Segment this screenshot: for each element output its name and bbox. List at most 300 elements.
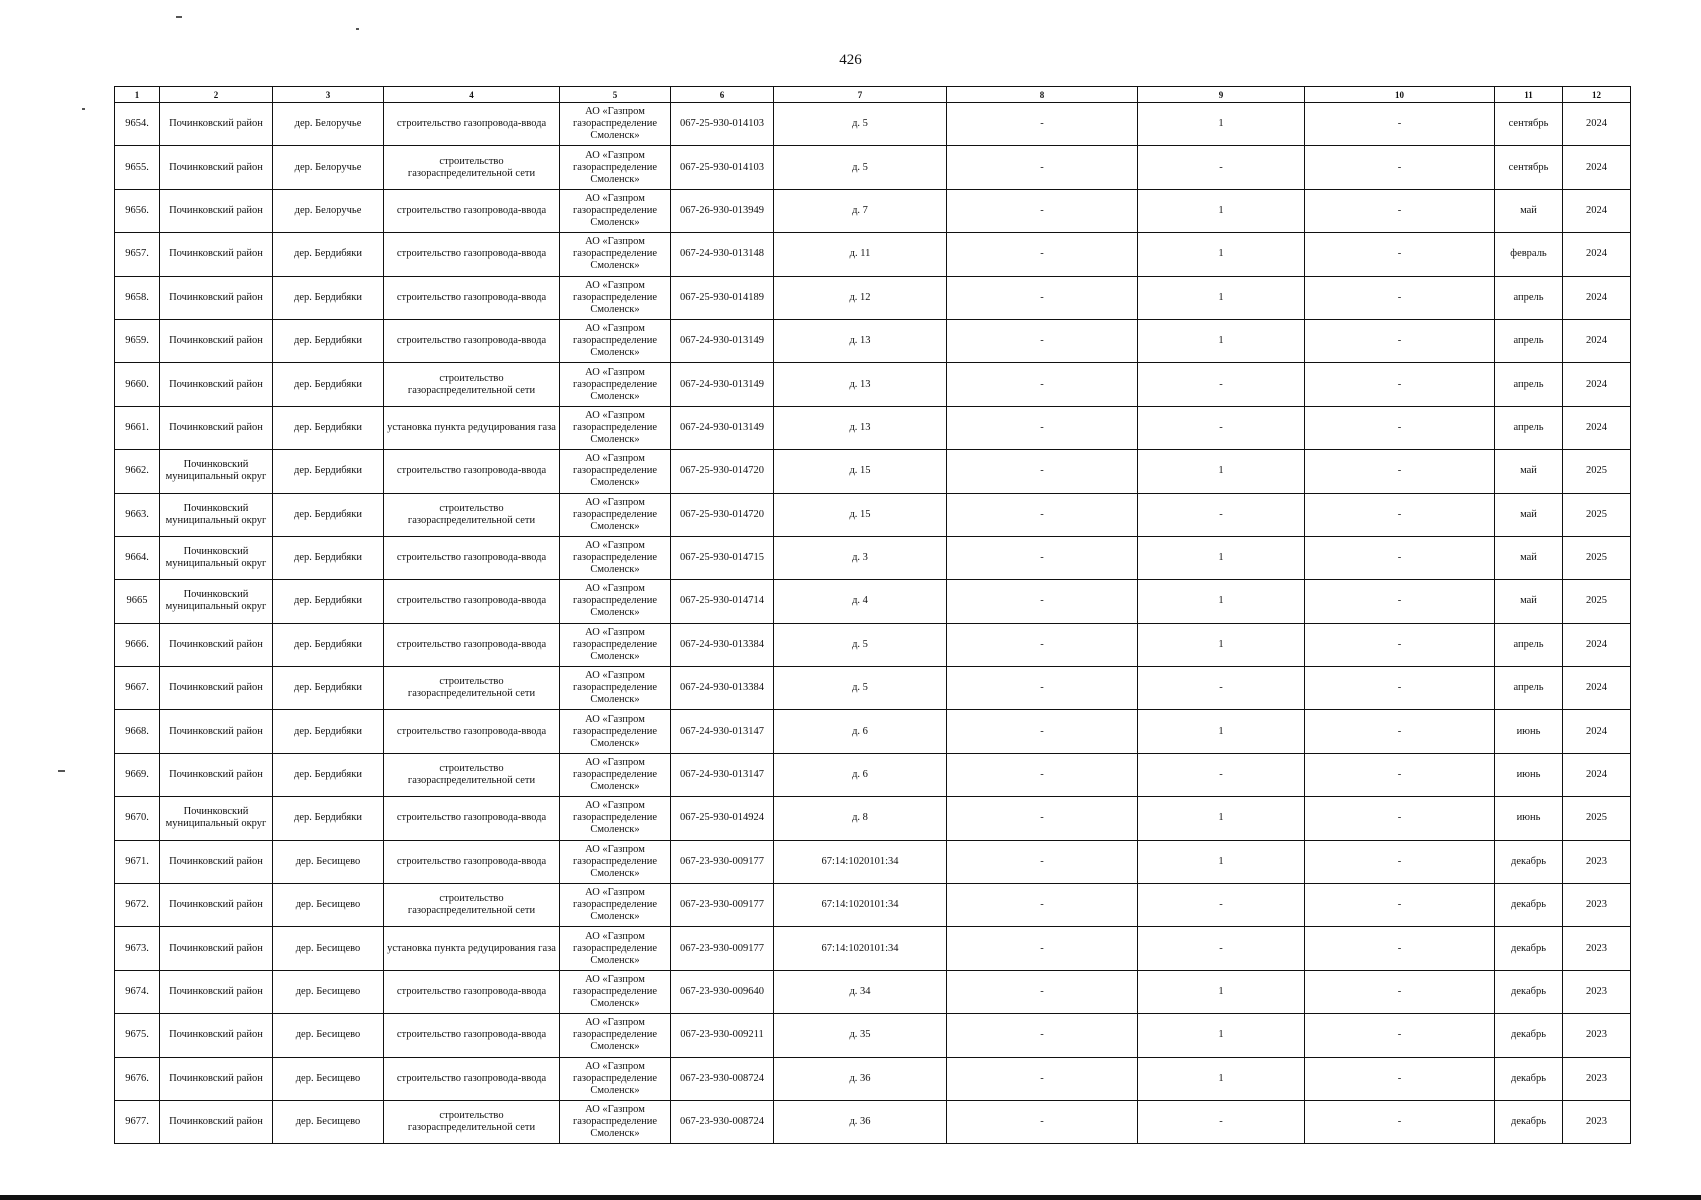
cell-application-id: 067-23-930-009640: [671, 970, 774, 1013]
table-row: [115, 580, 1631, 623]
cell-month: май: [1495, 536, 1563, 579]
cell-settlement: дер. Бесищево: [273, 884, 384, 927]
column-header-10: 10: [1305, 87, 1495, 103]
cell-settlement: дер. Бердибяки: [273, 276, 384, 319]
table-row: [115, 233, 1631, 276]
table-row: [115, 797, 1631, 840]
cell-district: Починковский район: [160, 233, 273, 276]
cell-settlement: дер. Бесищево: [273, 840, 384, 883]
cell-year: 2024: [1563, 406, 1631, 449]
cell-col-9: 1: [1138, 103, 1305, 146]
column-header-5: 5: [560, 87, 671, 103]
cell-district: Починковский муниципальный округ: [160, 797, 273, 840]
cell-address: д. 13: [774, 319, 947, 362]
cell-work-type: строительство газопровода-ввода: [384, 233, 560, 276]
cell-col-8: -: [947, 1100, 1138, 1143]
cell-settlement: дер. Бердибяки: [273, 363, 384, 406]
cell-col-9: -: [1138, 1100, 1305, 1143]
cell-district: Починковский район: [160, 319, 273, 362]
cell-address: д. 15: [774, 450, 947, 493]
cell-organization: АО «Газпром газораспределение Смоленск»: [560, 146, 671, 189]
cell-col-8: -: [947, 406, 1138, 449]
cell-district: Починковский район: [160, 840, 273, 883]
cell-col-8: -: [947, 580, 1138, 623]
cell-work-type: строительство газораспределительной сети: [384, 146, 560, 189]
cell-work-type: строительство газопровода-ввода: [384, 103, 560, 146]
cell-work-type: строительство газопровода-ввода: [384, 840, 560, 883]
cell-organization: АО «Газпром газораспределение Смоленск»: [560, 233, 671, 276]
cell-col-9: -: [1138, 667, 1305, 710]
table-row: [115, 623, 1631, 666]
cell-col-8: -: [947, 146, 1138, 189]
cell-col-8: -: [947, 319, 1138, 362]
cell-district: Починковский район: [160, 1057, 273, 1100]
cell-application-id: 067-25-930-014189: [671, 276, 774, 319]
page-number: 426: [839, 52, 862, 68]
cell-application-id: 067-23-930-009211: [671, 1014, 774, 1057]
cell-address: д. 13: [774, 363, 947, 406]
cell-district: Починковский район: [160, 1014, 273, 1057]
cell-application-id: 067-23-930-009177: [671, 927, 774, 970]
cell-col-10: -: [1305, 840, 1495, 883]
cell-settlement: дер. Бердибяки: [273, 623, 384, 666]
cell-col-8: -: [947, 103, 1138, 146]
cell-organization: АО «Газпром газораспределение Смоленск»: [560, 840, 671, 883]
cell-organization: АО «Газпром газораспределение Смоленск»: [560, 623, 671, 666]
column-header-12: 12: [1563, 87, 1631, 103]
cell-district: Починковский район: [160, 927, 273, 970]
cell-organization: АО «Газпром газораспределение Смоленск»: [560, 536, 671, 579]
cell-row-number: 9660.: [115, 363, 160, 406]
table-row: [115, 710, 1631, 753]
cell-col-8: -: [947, 363, 1138, 406]
cell-settlement: дер. Бесищево: [273, 1057, 384, 1100]
cell-year: 2023: [1563, 840, 1631, 883]
cell-work-type: строительство газопровода-ввода: [384, 276, 560, 319]
cell-district: Починковский муниципальный округ: [160, 536, 273, 579]
cell-year: 2025: [1563, 580, 1631, 623]
cell-col-10: -: [1305, 189, 1495, 232]
cell-col-8: -: [947, 233, 1138, 276]
cell-month: сентябрь: [1495, 103, 1563, 146]
cell-work-type: строительство газопровода-ввода: [384, 319, 560, 362]
cell-month: май: [1495, 189, 1563, 232]
cell-month: декабрь: [1495, 840, 1563, 883]
cell-row-number: 9665: [115, 580, 160, 623]
cell-col-10: -: [1305, 1100, 1495, 1143]
column-header-9: 9: [1138, 87, 1305, 103]
cell-settlement: дер. Бесищево: [273, 1100, 384, 1143]
cell-address: д. 36: [774, 1100, 947, 1143]
cell-year: 2024: [1563, 233, 1631, 276]
cell-col-10: -: [1305, 319, 1495, 362]
cell-year: 2024: [1563, 276, 1631, 319]
cell-col-10: -: [1305, 623, 1495, 666]
table-row: [115, 753, 1631, 796]
cell-col-10: -: [1305, 580, 1495, 623]
cell-organization: АО «Газпром газораспределение Смоленск»: [560, 1057, 671, 1100]
cell-col-9: -: [1138, 493, 1305, 536]
cell-address: д. 7: [774, 189, 947, 232]
cell-col-8: -: [947, 970, 1138, 1013]
cell-row-number: 9658.: [115, 276, 160, 319]
cell-col-10: -: [1305, 927, 1495, 970]
cell-settlement: дер. Бердибяки: [273, 233, 384, 276]
cell-address: 67:14:1020101:34: [774, 927, 947, 970]
table-row: [115, 276, 1631, 319]
cell-col-8: -: [947, 710, 1138, 753]
cell-month: апрель: [1495, 406, 1563, 449]
cell-work-type: строительство газопровода-ввода: [384, 1057, 560, 1100]
cell-settlement: дер. Бесищево: [273, 1014, 384, 1057]
cell-application-id: 067-24-930-013149: [671, 406, 774, 449]
cell-col-9: 1: [1138, 189, 1305, 232]
cell-row-number: 9666.: [115, 623, 160, 666]
column-header-7: 7: [774, 87, 947, 103]
cell-organization: АО «Газпром газораспределение Смоленск»: [560, 406, 671, 449]
table-row: [115, 146, 1631, 189]
cell-row-number: 9663.: [115, 493, 160, 536]
cell-col-10: -: [1305, 276, 1495, 319]
cell-col-8: -: [947, 927, 1138, 970]
table-row: [115, 884, 1631, 927]
cell-row-number: 9671.: [115, 840, 160, 883]
cell-settlement: дер. Бердибяки: [273, 406, 384, 449]
cell-application-id: 067-25-930-014720: [671, 493, 774, 536]
cell-month: декабрь: [1495, 1057, 1563, 1100]
cell-col-9: 1: [1138, 536, 1305, 579]
cell-application-id: 067-26-930-013949: [671, 189, 774, 232]
cell-col-9: 1: [1138, 276, 1305, 319]
cell-organization: АО «Газпром газораспределение Смоленск»: [560, 493, 671, 536]
cell-district: Починковский район: [160, 1100, 273, 1143]
column-header-11: 11: [1495, 87, 1563, 103]
cell-col-9: -: [1138, 884, 1305, 927]
cell-month: апрель: [1495, 363, 1563, 406]
cell-settlement: дер. Белоручье: [273, 103, 384, 146]
cell-row-number: 9675.: [115, 1014, 160, 1057]
cell-work-type: строительство газопровода-ввода: [384, 970, 560, 1013]
cell-organization: АО «Газпром газораспределение Смоленск»: [560, 884, 671, 927]
scan-speck: [58, 770, 65, 772]
cell-year: 2025: [1563, 797, 1631, 840]
cell-row-number: 9654.: [115, 103, 160, 146]
register-table: [114, 86, 1631, 1144]
cell-year: 2024: [1563, 146, 1631, 189]
cell-row-number: 9677.: [115, 1100, 160, 1143]
cell-row-number: 9669.: [115, 753, 160, 796]
cell-work-type: строительство газораспределительной сети: [384, 667, 560, 710]
cell-application-id: 067-25-930-014103: [671, 146, 774, 189]
cell-col-8: -: [947, 667, 1138, 710]
cell-application-id: 067-24-930-013148: [671, 233, 774, 276]
cell-work-type: строительство газопровода-ввода: [384, 1014, 560, 1057]
cell-col-10: -: [1305, 363, 1495, 406]
cell-year: 2024: [1563, 667, 1631, 710]
cell-col-8: -: [947, 493, 1138, 536]
cell-month: апрель: [1495, 623, 1563, 666]
cell-month: июнь: [1495, 753, 1563, 796]
cell-month: июнь: [1495, 710, 1563, 753]
cell-district: Починковский район: [160, 884, 273, 927]
column-header-3: 3: [273, 87, 384, 103]
cell-col-9: 1: [1138, 580, 1305, 623]
cell-year: 2024: [1563, 189, 1631, 232]
cell-row-number: 9664.: [115, 536, 160, 579]
cell-application-id: 067-23-930-008724: [671, 1100, 774, 1143]
cell-address: д. 34: [774, 970, 947, 1013]
cell-col-9: -: [1138, 363, 1305, 406]
cell-work-type: строительство газораспределительной сети: [384, 753, 560, 796]
cell-year: 2024: [1563, 753, 1631, 796]
cell-settlement: дер. Бердибяки: [273, 580, 384, 623]
cell-col-9: -: [1138, 927, 1305, 970]
cell-col-10: -: [1305, 233, 1495, 276]
cell-application-id: 067-24-930-013147: [671, 753, 774, 796]
cell-organization: АО «Газпром газораспределение Смоленск»: [560, 276, 671, 319]
cell-district: Починковский район: [160, 623, 273, 666]
table-row: [115, 927, 1631, 970]
cell-organization: АО «Газпром газораспределение Смоленск»: [560, 363, 671, 406]
cell-month: апрель: [1495, 667, 1563, 710]
table-row: [115, 450, 1631, 493]
cell-address: 67:14:1020101:34: [774, 884, 947, 927]
cell-district: Починковский район: [160, 710, 273, 753]
cell-application-id: 067-24-930-013149: [671, 363, 774, 406]
cell-settlement: дер. Бесищево: [273, 970, 384, 1013]
cell-address: д. 5: [774, 667, 947, 710]
cell-col-9: 1: [1138, 319, 1305, 362]
cell-application-id: 067-23-930-009177: [671, 884, 774, 927]
cell-district: Починковский муниципальный округ: [160, 450, 273, 493]
cell-col-9: -: [1138, 753, 1305, 796]
cell-month: июнь: [1495, 797, 1563, 840]
cell-month: февраль: [1495, 233, 1563, 276]
cell-col-10: -: [1305, 753, 1495, 796]
cell-year: 2023: [1563, 1014, 1631, 1057]
cell-year: 2023: [1563, 1100, 1631, 1143]
cell-year: 2023: [1563, 927, 1631, 970]
cell-row-number: 9657.: [115, 233, 160, 276]
cell-district: Починковский район: [160, 970, 273, 1013]
cell-col-10: -: [1305, 1014, 1495, 1057]
cell-district: Починковский муниципальный округ: [160, 580, 273, 623]
cell-application-id: 067-25-930-014720: [671, 450, 774, 493]
cell-row-number: 9670.: [115, 797, 160, 840]
cell-col-10: -: [1305, 667, 1495, 710]
cell-row-number: 9673.: [115, 927, 160, 970]
column-header-1: 1: [115, 87, 160, 103]
cell-district: Починковский район: [160, 406, 273, 449]
table-row: [115, 536, 1631, 579]
cell-col-8: -: [947, 797, 1138, 840]
cell-col-10: -: [1305, 970, 1495, 1013]
cell-col-8: -: [947, 884, 1138, 927]
cell-col-9: 1: [1138, 1014, 1305, 1057]
cell-year: 2023: [1563, 1057, 1631, 1100]
cell-settlement: дер. Белоручье: [273, 146, 384, 189]
cell-work-type: установка пункта редуцирования газа: [384, 927, 560, 970]
cell-work-type: строительство газопровода-ввода: [384, 623, 560, 666]
cell-organization: АО «Газпром газораспределение Смоленск»: [560, 927, 671, 970]
cell-row-number: 9659.: [115, 319, 160, 362]
cell-settlement: дер. Бесищево: [273, 927, 384, 970]
scan-edge-bar: [0, 1195, 1701, 1200]
cell-col-8: -: [947, 276, 1138, 319]
cell-organization: АО «Газпром газораспределение Смоленск»: [560, 753, 671, 796]
table-row: [115, 406, 1631, 449]
cell-month: май: [1495, 450, 1563, 493]
cell-year: 2024: [1563, 319, 1631, 362]
cell-col-8: -: [947, 450, 1138, 493]
cell-district: Починковский район: [160, 753, 273, 796]
cell-row-number: 9676.: [115, 1057, 160, 1100]
cell-settlement: дер. Бердибяки: [273, 450, 384, 493]
cell-col-8: -: [947, 623, 1138, 666]
cell-row-number: 9661.: [115, 406, 160, 449]
cell-district: Починковский район: [160, 363, 273, 406]
cell-settlement: дер. Бердибяки: [273, 797, 384, 840]
cell-organization: АО «Газпром газораспределение Смоленск»: [560, 667, 671, 710]
cell-month: декабрь: [1495, 927, 1563, 970]
cell-row-number: 9656.: [115, 189, 160, 232]
cell-organization: АО «Газпром газораспределение Смоленск»: [560, 450, 671, 493]
cell-row-number: 9655.: [115, 146, 160, 189]
scan-speck: [82, 108, 85, 110]
cell-col-10: -: [1305, 536, 1495, 579]
cell-application-id: 067-25-930-014103: [671, 103, 774, 146]
scan-speck: [356, 28, 359, 30]
column-header-6: 6: [671, 87, 774, 103]
cell-work-type: строительство газораспределительной сети: [384, 884, 560, 927]
cell-address: д. 12: [774, 276, 947, 319]
cell-col-8: -: [947, 753, 1138, 796]
cell-application-id: 067-24-930-013149: [671, 319, 774, 362]
cell-col-10: -: [1305, 450, 1495, 493]
table-body: [115, 103, 1631, 1144]
cell-organization: АО «Газпром газораспределение Смоленск»: [560, 319, 671, 362]
cell-organization: АО «Газпром газораспределение Смоленск»: [560, 103, 671, 146]
cell-application-id: 067-25-930-014714: [671, 580, 774, 623]
cell-address: д. 6: [774, 753, 947, 796]
cell-settlement: дер. Бердибяки: [273, 667, 384, 710]
cell-organization: АО «Газпром газораспределение Смоленск»: [560, 1100, 671, 1143]
cell-application-id: 067-24-930-013147: [671, 710, 774, 753]
cell-work-type: строительство газораспределительной сети: [384, 363, 560, 406]
cell-district: Починковский район: [160, 189, 273, 232]
table-row: [115, 1014, 1631, 1057]
cell-work-type: строительство газопровода-ввода: [384, 189, 560, 232]
cell-col-10: -: [1305, 493, 1495, 536]
cell-col-8: -: [947, 189, 1138, 232]
cell-col-9: 1: [1138, 623, 1305, 666]
cell-address: д. 5: [774, 623, 947, 666]
cell-col-8: -: [947, 1057, 1138, 1100]
cell-work-type: установка пункта редуцирования газа: [384, 406, 560, 449]
cell-address: д. 5: [774, 146, 947, 189]
cell-application-id: 067-25-930-014924: [671, 797, 774, 840]
cell-organization: АО «Газпром газораспределение Смоленск»: [560, 797, 671, 840]
cell-organization: АО «Газпром газораспределение Смоленск»: [560, 970, 671, 1013]
cell-col-9: 1: [1138, 233, 1305, 276]
cell-settlement: дер. Бердибяки: [273, 710, 384, 753]
cell-application-id: 067-24-930-013384: [671, 667, 774, 710]
cell-year: 2023: [1563, 970, 1631, 1013]
cell-district: Починковский район: [160, 103, 273, 146]
column-header-2: 2: [160, 87, 273, 103]
cell-settlement: дер. Белоручье: [273, 189, 384, 232]
cell-year: 2025: [1563, 536, 1631, 579]
cell-col-9: 1: [1138, 710, 1305, 753]
cell-col-9: -: [1138, 406, 1305, 449]
cell-month: май: [1495, 580, 1563, 623]
cell-address: д. 11: [774, 233, 947, 276]
cell-month: апрель: [1495, 276, 1563, 319]
cell-organization: АО «Газпром газораспределение Смоленск»: [560, 710, 671, 753]
cell-month: май: [1495, 493, 1563, 536]
scan-speck: [176, 16, 182, 18]
cell-work-type: строительство газораспределительной сети: [384, 493, 560, 536]
cell-row-number: 9674.: [115, 970, 160, 1013]
cell-application-id: 067-24-930-013384: [671, 623, 774, 666]
cell-year: 2023: [1563, 884, 1631, 927]
cell-month: апрель: [1495, 319, 1563, 362]
cell-col-9: 1: [1138, 970, 1305, 1013]
cell-work-type: строительство газораспределительной сети: [384, 1100, 560, 1143]
cell-row-number: 9662.: [115, 450, 160, 493]
cell-address: д. 5: [774, 103, 947, 146]
cell-application-id: 067-25-930-014715: [671, 536, 774, 579]
cell-district: Починковский муниципальный округ: [160, 493, 273, 536]
table-row: [115, 970, 1631, 1013]
cell-col-10: -: [1305, 103, 1495, 146]
table-row: [115, 840, 1631, 883]
cell-settlement: дер. Бердибяки: [273, 753, 384, 796]
cell-address: д. 8: [774, 797, 947, 840]
cell-year: 2025: [1563, 450, 1631, 493]
cell-address: д. 3: [774, 536, 947, 579]
cell-address: д. 35: [774, 1014, 947, 1057]
cell-year: 2024: [1563, 623, 1631, 666]
header-row: [115, 87, 1631, 103]
cell-work-type: строительство газопровода-ввода: [384, 710, 560, 753]
cell-work-type: строительство газопровода-ввода: [384, 450, 560, 493]
table-row: [115, 189, 1631, 232]
cell-col-10: -: [1305, 146, 1495, 189]
cell-year: 2025: [1563, 493, 1631, 536]
cell-organization: АО «Газпром газораспределение Смоленск»: [560, 189, 671, 232]
table-row: [115, 493, 1631, 536]
cell-settlement: дер. Бердибяки: [273, 493, 384, 536]
cell-col-8: -: [947, 840, 1138, 883]
cell-address: д. 15: [774, 493, 947, 536]
cell-col-9: 1: [1138, 840, 1305, 883]
cell-row-number: 9667.: [115, 667, 160, 710]
cell-settlement: дер. Бердибяки: [273, 319, 384, 362]
cell-district: Починковский район: [160, 276, 273, 319]
cell-col-8: -: [947, 1014, 1138, 1057]
cell-month: сентябрь: [1495, 146, 1563, 189]
cell-month: декабрь: [1495, 884, 1563, 927]
table-row: [115, 363, 1631, 406]
cell-col-9: 1: [1138, 797, 1305, 840]
cell-application-id: 067-23-930-009177: [671, 840, 774, 883]
table-row: [115, 1100, 1631, 1143]
cell-month: декабрь: [1495, 1014, 1563, 1057]
cell-col-9: -: [1138, 146, 1305, 189]
cell-row-number: 9672.: [115, 884, 160, 927]
cell-district: Починковский район: [160, 146, 273, 189]
